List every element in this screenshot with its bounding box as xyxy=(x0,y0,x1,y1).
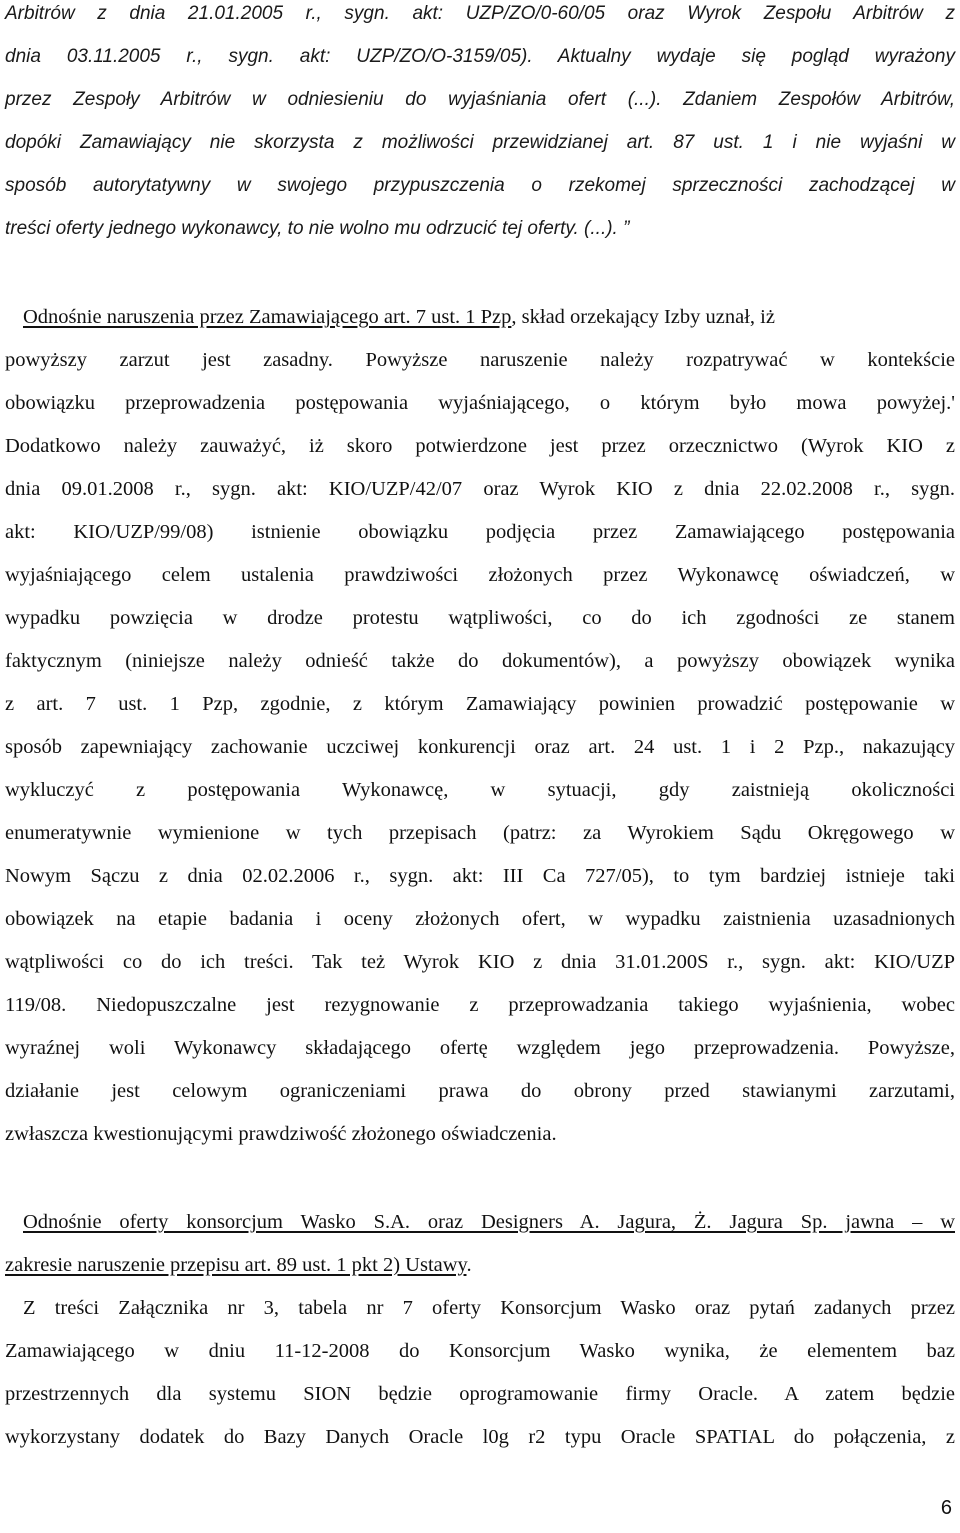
paragraph-line: Z treści Załącznika nr 3, tabela nr 7 oferty Konsorcjum Wasko oraz pytań zadanych przez xyxy=(23,1297,955,1319)
quote-line: treści oferty jednego wykonawcy, to nie wolno mu odrzucić tej oferty. (...). ” xyxy=(5,218,630,239)
paragraph-line: Dodatkowo należy zauważyć, iż skoro potwierdzone jest przez orzecznictwo (Wyrok KIO z xyxy=(5,435,955,457)
paragraph-line: sposób zapewniający zachowanie uczciwej konkurencji oraz art. 24 ust. 1 i 2 Pzp., nakazujący xyxy=(5,736,955,758)
quote-line: dopóki Zamawiający nie skorzysta z możliwości przewidzianej art. 87 ust. 1 i nie wyjaśni w xyxy=(5,132,955,153)
paragraph-line: wyraźnej woli Wykonawcy składającego ofertę względem jego przeprowadzenia. Powyższe, xyxy=(5,1037,955,1059)
paragraph-line: obowiązek na etapie badania i oceny złożonych ofert, w wypadku zaistnienia uzasadnionych xyxy=(5,908,955,930)
paragraph-line: wykluczyć z postępowania Wykonawcę, w sytuacji, gdy zaistnieją okoliczności xyxy=(5,779,955,801)
paragraph-line: powyższy zarzut jest zasadny. Powyższe naruszenie należy rozpatrywać w kontekście xyxy=(5,349,955,371)
paragraph-line: wyjaśniającego celem ustalenia prawdziwości złożonych przez Wykonawcę oświadczeń, w xyxy=(5,564,955,586)
paragraph-line: wypadku powzięcia w drodze protestu wątpliwości, co do ich zgodności ze stanem xyxy=(5,607,955,629)
section-1-heading xyxy=(23,303,955,331)
paragraph-line: wykorzystany dodatek do Bazy Danych Oracle l0g r2 typu Oracle SPATIAL do połączenia, z xyxy=(5,1426,955,1448)
paragraph-line: zwłaszcza kwestionującymi prawdziwość złożonego oświadczenia. xyxy=(5,1123,557,1145)
paragraph-line: działanie jest celowym ograniczeniami prawa do obrony przed stawianymi zarzutami, xyxy=(5,1080,955,1102)
page-number: 6 xyxy=(940,1497,952,1519)
paragraph-line: z art. 7 ust. 1 Pzp, zgodnie, z którym Zamawiający powinien prowadzić postępowanie w xyxy=(5,693,955,715)
paragraph-line: dnia 09.01.2008 r., sygn. akt: KIO/UZP/42/07 oraz Wyrok KIO z dnia 22.02.2008 r., sygn. xyxy=(5,478,955,500)
quote-line: przez Zespoły Arbitrów w odniesieniu do wyjaśniania ofert (...). Zdaniem Zespołów Arbitrów, xyxy=(5,89,955,110)
section-1-heading-underlined: Odnośnie naruszenia przez Zamawiającego art. 7 ust. 1 Pzp xyxy=(23,306,512,328)
quote-line: sposób autorytatywny w swojego przypuszczenia o rzekomej sprzeczności zachodzącej w xyxy=(5,175,955,196)
quote-line: dnia 03.11.2005 r., sygn. akt: UZP/ZO/O-3159/05). Aktualny wydaje się pogląd wyrażony xyxy=(5,46,955,67)
section-2-heading-end: . xyxy=(466,1254,472,1276)
paragraph-line: 119/08. Niedopuszczalne jest rezygnowanie z przeprowadzania takiego wyjaśnienia, wobec xyxy=(5,994,955,1016)
quote-line: Arbitrów z dnia 21.01.2005 r., sygn. akt: UZP/ZO/0-60/05 oraz Wyrok Zespołu Arbitrów z xyxy=(5,3,955,24)
paragraph-line: przestrzennych dla systemu SION będzie oprogramowanie firmy Oracle. A zatem będzie xyxy=(5,1383,955,1405)
section-2-heading-line-1: Odnośnie oferty konsorcjum Wasko S.A. oraz Designers A. Jagura, Ż. Jagura Sp. jawna – w xyxy=(23,1211,955,1233)
section-2-heading-line-2 xyxy=(5,1251,955,1279)
paragraph-line: akt: KIO/UZP/99/08) istnienie obowiązku podjęcia przez Zamawiającego postępowania xyxy=(5,521,955,543)
paragraph-line: faktycznym (niniejsze należy odnieść także do dokumentów), a powyższy obowiązek wynika xyxy=(5,650,955,672)
paragraph-line: obowiązku przeprowadzenia postępowania wyjaśniającego, o którym było mowa powyżej.' xyxy=(5,392,955,414)
paragraph-line: Zamawiającego w dniu 11-12-2008 do Konsorcjum Wasko wynika, że elementem baz xyxy=(5,1340,955,1362)
section-2-heading-underlined: zakresie naruszenie przepisu art. 89 ust. 1 pkt 2) Ustawy xyxy=(5,1254,467,1276)
paragraph-line: enumeratywnie wymienione w tych przepisach (patrz: za Wyrokiem Sądu Okręgowego w xyxy=(5,822,955,844)
paragraph-line: wątpliwości co do ich treści. Tak też Wyrok KIO z dnia 31.01.200S r., sygn. akt: KIO/UZP xyxy=(5,951,955,973)
paragraph-line: Nowym Sączu z dnia 02.02.2006 r., sygn. akt: III Ca 727/05), to tym bardziej istnieje taki xyxy=(5,865,955,887)
section-1-heading-rest: , skład orzekający Izby uznał, iż xyxy=(511,306,775,328)
